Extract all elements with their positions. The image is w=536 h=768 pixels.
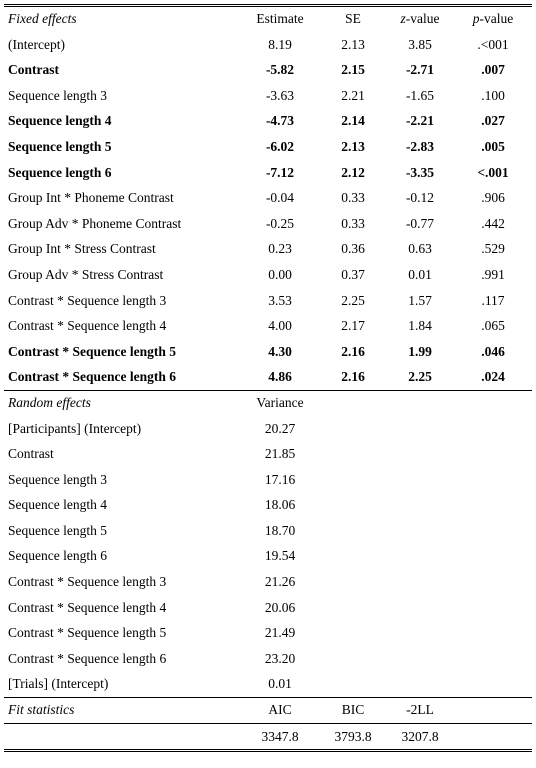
random-effect-label: [Trials] (Intercept): [8, 676, 109, 692]
variance-value: 18.06: [264, 497, 296, 513]
effect-label: Group Int * Phoneme Contrast: [8, 190, 174, 206]
effect-label: Group Adv * Stress Contrast: [8, 266, 164, 282]
fixed-effect-row: [4, 236, 532, 262]
empty-cell: [454, 646, 532, 672]
estimate-value: -0.25: [265, 215, 295, 231]
variance-value: 0.01: [268, 676, 292, 692]
empty-cell: [320, 492, 386, 518]
variance-value: 18.70: [264, 522, 296, 538]
random-effect-row: [4, 671, 532, 697]
effect-label: Contrast: [8, 62, 59, 78]
p-value: .046: [481, 343, 505, 359]
empty-cell: [386, 390, 454, 415]
empty-cell: [454, 518, 532, 544]
estimate-value: 0.23: [268, 241, 292, 257]
random-effect-row: [4, 492, 532, 518]
p-value-column-header: [454, 6, 532, 32]
empty-cell: [320, 569, 386, 595]
effect-label: Contrast * Sequence length 5: [8, 343, 176, 359]
random-effects-heading: Random effects: [4, 390, 240, 415]
effect-label: Group Adv * Phoneme Contrast: [8, 215, 182, 231]
aic-column-header: AIC: [240, 698, 320, 724]
se-value: 2.12: [341, 164, 365, 180]
empty-cell: [320, 646, 386, 672]
variance-value: 17.16: [264, 471, 296, 487]
empty-cell: [386, 620, 454, 646]
p-value: <.001: [477, 164, 509, 180]
empty-cell: [320, 416, 386, 442]
se-value: 2.25: [341, 292, 365, 308]
fixed-effect-row: [4, 134, 532, 160]
estimate-value: -5.82: [265, 62, 295, 78]
random-effect-row: [4, 518, 532, 544]
z-value: -3.35: [405, 164, 435, 180]
se-value: 0.37: [341, 266, 365, 282]
effect-label: Contrast * Sequence length 6: [8, 369, 176, 385]
estimate-value: 8.19: [268, 36, 292, 52]
empty-cell: [320, 441, 386, 467]
random-effect-row: [4, 595, 532, 621]
effect-label: Contrast * Sequence length 4: [8, 318, 167, 334]
se-value: 2.13: [341, 138, 365, 154]
empty-cell: [386, 569, 454, 595]
random-effects-header-row: [4, 390, 532, 415]
random-effect-label: Sequence length 6: [8, 548, 107, 564]
p-value: .529: [481, 241, 505, 257]
p-value: .117: [481, 292, 505, 308]
fit-statistics-values-row: [4, 723, 532, 751]
effect-label: Contrast * Sequence length 3: [8, 292, 167, 308]
se-value: 2.16: [341, 343, 365, 359]
p-value: .442: [481, 215, 505, 231]
fixed-effect-row: [4, 160, 532, 186]
se-value: 2.16: [341, 369, 365, 385]
fixed-effect-row: [4, 32, 532, 58]
ll-column-header: -2LL: [386, 698, 454, 724]
z-value: 1.57: [408, 292, 432, 308]
aic-value: 3347.8: [240, 723, 320, 751]
z-value: 3.85: [408, 36, 432, 52]
se-value: 2.13: [341, 36, 365, 52]
se-column-header: SE: [320, 6, 386, 32]
fixed-effects-heading: Fixed effects: [4, 6, 240, 32]
p-value: .991: [481, 266, 505, 282]
se-value: 0.33: [341, 215, 365, 231]
p-value: .100: [481, 87, 505, 103]
z-symbol: z: [400, 11, 406, 26]
variance-column-header: Variance: [240, 390, 320, 415]
empty-cell: [320, 595, 386, 621]
estimate-value: -4.73: [265, 113, 295, 129]
empty-cell: [454, 441, 532, 467]
random-effect-row: [4, 646, 532, 672]
random-effect-label: Sequence length 5: [8, 522, 107, 538]
estimate-value: 4.86: [268, 369, 292, 385]
empty-cell: [454, 390, 532, 415]
empty-cell: [454, 698, 532, 724]
p-value: .024: [481, 369, 505, 385]
empty-cell: [454, 620, 532, 646]
effect-label: Sequence length 6: [8, 164, 112, 180]
empty-cell: [386, 416, 454, 442]
z-value: 1.84: [408, 318, 432, 334]
z-value: -0.12: [405, 190, 435, 206]
random-effect-label: Contrast * Sequence length 4: [8, 599, 167, 615]
random-effect-row: [4, 620, 532, 646]
variance-value: 20.27: [264, 420, 296, 436]
empty-cell: [454, 595, 532, 621]
empty-cell: [386, 441, 454, 467]
se-value: 0.33: [341, 190, 365, 206]
empty-cell: [454, 569, 532, 595]
p-symbol: p: [472, 11, 480, 26]
model-results-table: [4, 4, 532, 752]
random-effect-label: Sequence length 4: [8, 497, 107, 513]
p-value-suffix: -value: [479, 11, 514, 26]
empty-cell: [386, 518, 454, 544]
empty-cell: [386, 492, 454, 518]
empty-cell: [386, 646, 454, 672]
z-value: -1.65: [405, 87, 435, 103]
empty-cell: [386, 467, 454, 493]
z-value: -0.77: [405, 215, 435, 231]
empty-cell: [386, 543, 454, 569]
empty-cell: [4, 723, 240, 751]
empty-cell: [454, 671, 532, 697]
bic-value: 3793.8: [320, 723, 386, 751]
z-value: 1.99: [408, 343, 432, 359]
random-effect-label: Contrast * Sequence length 3: [8, 574, 167, 590]
empty-cell: [454, 543, 532, 569]
fixed-effect-row: [4, 313, 532, 339]
estimate-value: 0.00: [268, 266, 292, 282]
effect-label: Group Int * Stress Contrast: [8, 241, 156, 257]
estimate-column-header: Estimate: [240, 6, 320, 32]
fixed-effect-row: [4, 339, 532, 365]
z-value: 2.25: [408, 369, 432, 385]
z-value: -2.71: [405, 62, 435, 78]
empty-cell: [454, 416, 532, 442]
effect-label: (Intercept): [8, 36, 65, 52]
estimate-value: 4.00: [268, 318, 292, 334]
empty-cell: [320, 543, 386, 569]
fixed-effect-row: [4, 57, 532, 83]
random-effect-row: [4, 441, 532, 467]
fixed-effect-row: [4, 83, 532, 109]
effect-label: Sequence length 4: [8, 113, 112, 129]
fixed-effect-row: [4, 108, 532, 134]
empty-cell: [386, 671, 454, 697]
empty-cell: [320, 467, 386, 493]
fixed-effects-header-row: [4, 6, 532, 32]
empty-cell: [454, 723, 532, 751]
random-effect-row: [4, 569, 532, 595]
random-effect-label: Contrast * Sequence length 5: [8, 625, 167, 641]
effect-label: Sequence length 3: [8, 87, 107, 103]
variance-value: 20.06: [264, 599, 296, 615]
random-effect-row: [4, 543, 532, 569]
ll-value: 3207.8: [386, 723, 454, 751]
estimate-value: -7.12: [265, 164, 295, 180]
z-value: -2.83: [405, 138, 435, 154]
z-value-column-header: [386, 6, 454, 32]
se-value: 2.15: [341, 62, 365, 78]
variance-value: 21.26: [264, 574, 296, 590]
empty-cell: [454, 467, 532, 493]
fixed-effect-row: [4, 211, 532, 237]
variance-value: 19.54: [264, 548, 296, 564]
se-value: 2.21: [341, 87, 365, 103]
estimate-value: 4.30: [268, 343, 292, 359]
empty-cell: [320, 390, 386, 415]
random-effect-label: Sequence length 3: [8, 471, 107, 487]
empty-cell: [320, 518, 386, 544]
variance-value: 21.49: [264, 625, 296, 641]
random-effect-row: [4, 416, 532, 442]
random-effect-label: [Participants] (Intercept): [8, 420, 142, 436]
se-value: 2.14: [341, 113, 365, 129]
variance-value: 23.20: [264, 650, 296, 666]
bic-column-header: BIC: [320, 698, 386, 724]
random-effect-label: Contrast * Sequence length 6: [8, 650, 167, 666]
random-effect-row: [4, 467, 532, 493]
estimate-value: -3.63: [265, 87, 295, 103]
fixed-effect-row: [4, 262, 532, 288]
effect-label: Sequence length 5: [8, 138, 112, 154]
se-value: 2.17: [341, 318, 365, 334]
p-value: .027: [481, 113, 505, 129]
z-value: -2.21: [405, 113, 435, 129]
fixed-effect-row: [4, 185, 532, 211]
z-value: 0.63: [408, 241, 432, 257]
p-value: .065: [481, 318, 505, 334]
empty-cell: [320, 671, 386, 697]
random-effect-label: Contrast: [8, 446, 54, 462]
variance-value: 21.85: [264, 446, 296, 462]
estimate-value: 3.53: [268, 292, 292, 308]
p-value: .007: [481, 62, 505, 78]
fit-statistics-header-row: [4, 698, 532, 724]
empty-cell: [386, 595, 454, 621]
se-value: 0.36: [341, 241, 365, 257]
z-value-suffix: -value: [405, 11, 440, 26]
fit-statistics-heading: Fit statistics: [4, 698, 240, 724]
z-value: 0.01: [408, 266, 432, 282]
p-value: .<001: [477, 36, 509, 52]
p-value: .906: [481, 190, 505, 206]
fixed-effect-row: [4, 364, 532, 390]
p-value: .005: [481, 138, 505, 154]
fixed-effect-row: [4, 288, 532, 314]
empty-cell: [454, 492, 532, 518]
estimate-value: -6.02: [265, 138, 295, 154]
estimate-value: -0.04: [265, 190, 295, 206]
empty-cell: [320, 620, 386, 646]
